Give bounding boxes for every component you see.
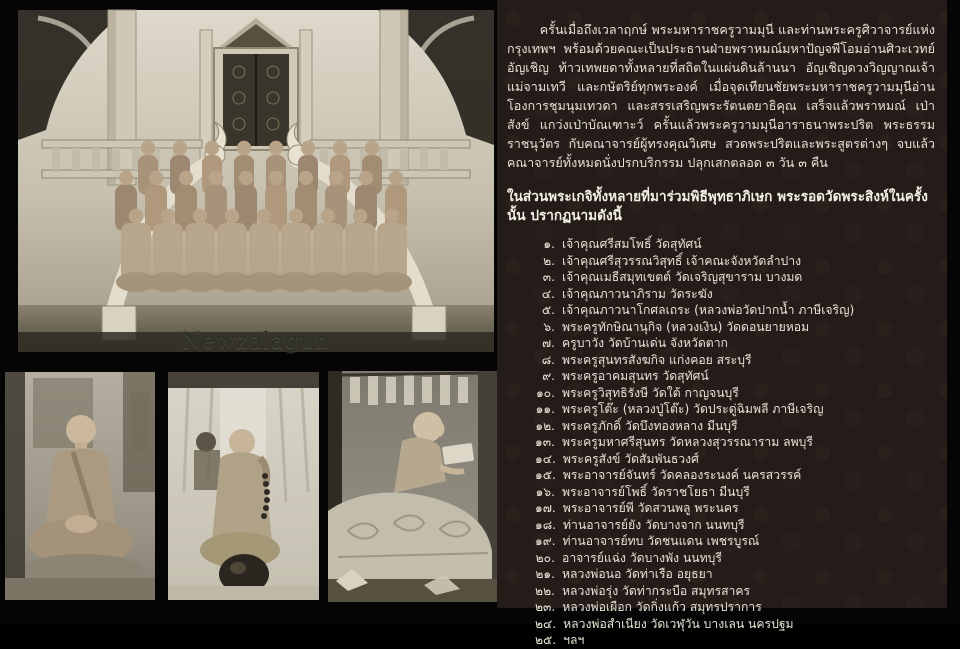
monk-list-name: หลวงพ่อนอ วัดท่าเรือ อยุธยา [562, 567, 713, 581]
monk-list-name: หลวงพ่อสำเนียง วัดเวฬุวัน บางเลน นครปฐม [563, 616, 794, 631]
monk-list-name: พระครูมหาศรีสุนทร วัดหลวงสุวรรณาราม ลพบุรี [562, 435, 813, 449]
monk-list-number: ๘. [541, 352, 555, 367]
monk-list-name: พระครูโต๊ะ (หลวงปู่โต๊ะ) วัดประดู่ฉิมพลี ภาษีเจริญ [562, 402, 824, 416]
monk-list-number: ๑๔. [535, 451, 556, 466]
monk-list-name: พระครูอาคมสุนทร วัดสุทัศน์ [562, 369, 709, 383]
monk-list-item [535, 368, 933, 385]
monk-list-item [535, 319, 933, 336]
monk-list-item [535, 616, 933, 633]
monk-list-name: พระครูภักดิ์ วัดบึงทองหลาง มีนบุรี [562, 418, 738, 433]
monk-list-number: ๑๓. [535, 435, 555, 449]
monk-list-number: ๒. [543, 253, 555, 268]
monk-photo-2-illustration [168, 372, 319, 600]
monk-list-number: ๑๒. [535, 418, 555, 433]
monk-list-item [535, 484, 933, 501]
monk-list-item [535, 500, 933, 517]
monk-list-name: เจ้าคุณภาวนาภิราม วัดระฆัง [562, 286, 713, 301]
monk-list-item [535, 269, 933, 286]
monk-list-name: พระครูสุนทรสังฆกิจ แก่งคอย สระบุรี [562, 352, 752, 367]
monk-list-name: หลวงพ่อรุ่ง วัดท่ากระบือ สมุทรสาคร [562, 583, 751, 598]
monk-list-item [535, 566, 933, 583]
monk-list-item [535, 467, 933, 484]
monk-list-item [535, 253, 933, 270]
monk-list-item [535, 236, 933, 253]
monk-list-name: ท่านอาจารย์ทบ วัดชนแดน เพชรบูรณ์ [562, 534, 760, 548]
monk-list-number: ๒๒. [535, 583, 555, 598]
monk-list-number: ๑๘. [535, 517, 557, 532]
monk-list-name: ฯลฯ [563, 633, 585, 647]
monk-list-item [535, 517, 933, 534]
intro-paragraph: ครั้นเมื่อถึงเวลาฤกษ์ พระมหาราชครูวามมุนี และท่านพระครูศิวาจารย์แห่งกรุงเทพฯ พร้อมด้วยคณะเป็นประธานฝ่ายพราหมณ์มหาปัญจพีโอมอ่านศิวะเวทย์อัญเชิญ ท้าวเทพยดาทั้งหลายที่สถิตในแผ่นดินล้านนา อัญเชิญดวงวิญญาณเจ้าแม่จามเทวี และกษัตริย์ทุกพระองค์ เมื่อจุดเทียนชัยพระมหาราชครูวามมุนีอ่านโองการชุมนุมเทวดา และสรรเสริญพระรัตนตยาธิคุณ เสร็จแล้วพราหมณ์ เป่าสังข์ แกว่งเป่าบัณเฑาะว์ ครั้นแล้วพระครูวามมุนีอาราธนาพระปริต พระธรรมราชนุวัตร กับคณาจารย์ผู้ทรงคุณวิเศษ สวดพระปริตและพระสูตรต่างๆ จบแล้วคณาจารย์ทั้งหมดนั่งปรกบริกรรม ปลุกเสกตลอด ๓ วัน ๓ คืน [507, 22, 935, 170]
monk-list-name: ครูบาวัง วัดบ้านเด่น จังหวัดตาก [562, 336, 728, 350]
monk-list-name: ท่านอาจารย์ยัง วัดบางจาก นนทบุรี [563, 517, 745, 532]
monk-list-number: ๒๔. [535, 616, 557, 631]
monk-photo-3-illustration [328, 371, 498, 602]
monk-list-name: พระอาจารย์โพธิ์ วัดราชโยธา มีนบุรี [562, 484, 750, 499]
text-panel [497, 0, 947, 647]
monk-list-name: เจ้าคุณภาวนาโกศลเถระ (หลวงพ่อวัดปากน้ำ ภาษีเจริญ) [562, 303, 855, 317]
section-heading: ในส่วนพระเกจิทั้งหลายที่มาร่วมพิธีพุทธาภิเษก พระรอดวัดพระสิงห์ในครั้งนั้น ปรากฏนามดังนี้ [507, 189, 928, 224]
monk-list-name: พระครูวิสุทธิรังษี วัดใต้ กาญจนบุรี [562, 385, 739, 400]
monk-list-item [535, 599, 933, 616]
monk-list-name: หลวงพ่อเผือก วัดกิ่งแก้ว สมุทรปราการ [562, 600, 762, 614]
monk-list [507, 236, 933, 649]
monk-list-name: เจ้าคุณศรีสุวรรณวิสุทธิ์ เจ้าคณะจังหวัดลำปาง [562, 253, 802, 268]
monk-list-number: ๑๙. [535, 534, 556, 548]
monk-list-name: เจ้าคุณศรีสมโพธิ์ วัดสุทัศน์ [562, 237, 702, 251]
monk-list-number: ๑๑. [535, 402, 555, 416]
monk-list-item [535, 352, 933, 369]
monk-list-item [535, 385, 933, 402]
monk-list-number: ๑๖. [535, 484, 555, 499]
monk-list-item [535, 550, 933, 567]
monk-list-name: พระอาจารย์จันทร์ วัดคลองระนงค์ นครสวรรค์ [562, 468, 802, 482]
monk-list-number: ๑๗. [535, 501, 556, 515]
monk-photo-profile-banners [328, 371, 498, 602]
monk-list-number: ๖. [543, 319, 555, 334]
watermark-text: Newzalagun [181, 329, 331, 354]
monk-list-name: อาจารย์แฉ่ง วัดบางพัง นนทบุรี [562, 550, 722, 565]
monk-list-item [535, 302, 933, 319]
monk-list-item [535, 632, 933, 649]
monk-list-item [535, 434, 933, 451]
monk-list-name: พระอาจารย์พี วัดสวนพลู พระนคร [562, 501, 739, 515]
monk-photo-1-illustration [5, 372, 155, 600]
monk-list-number: ๔. [541, 286, 555, 301]
monk-photo-seated-front [5, 372, 155, 600]
monk-list-number: ๓. [542, 270, 555, 284]
monk-list-item [535, 533, 933, 550]
monk-list-number: ๕. [541, 303, 555, 317]
group-photo-monks-temple [18, 10, 494, 352]
group-photo-illustration [18, 10, 494, 352]
monk-list-item [535, 335, 933, 352]
monk-list-item [535, 418, 933, 435]
monk-list-number: ๑. [543, 237, 555, 251]
monk-photo-beads-bowl [168, 372, 319, 600]
monk-list-number: ๙. [542, 369, 555, 383]
monk-list-name: เจ้าคุณเมธีสมุทเขตต์ วัดเจริญสุขาราม บางมด [562, 270, 803, 284]
monk-list-number: ๒๓. [535, 600, 556, 614]
monk-list-number: ๑๐. [535, 385, 555, 400]
monk-list-number: ๒๐. [535, 550, 555, 565]
monk-list-item [535, 583, 933, 600]
monk-list-number: ๒๑. [535, 567, 555, 581]
monk-list-number: ๗. [541, 336, 555, 350]
monk-list-item [535, 401, 933, 418]
monk-list-number: ๒๕. [535, 633, 557, 647]
monk-list-name: พระครูสังข์ วัดสัมพันธวงศ์ [562, 451, 699, 466]
monk-list-name: พระครูทักษิณานุกิจ (หลวงเงิน) วัดดอนยายหอม [562, 319, 810, 334]
monk-list-item [535, 451, 933, 468]
monk-list-number: ๑๕. [535, 468, 556, 482]
monk-list-item [535, 286, 933, 303]
